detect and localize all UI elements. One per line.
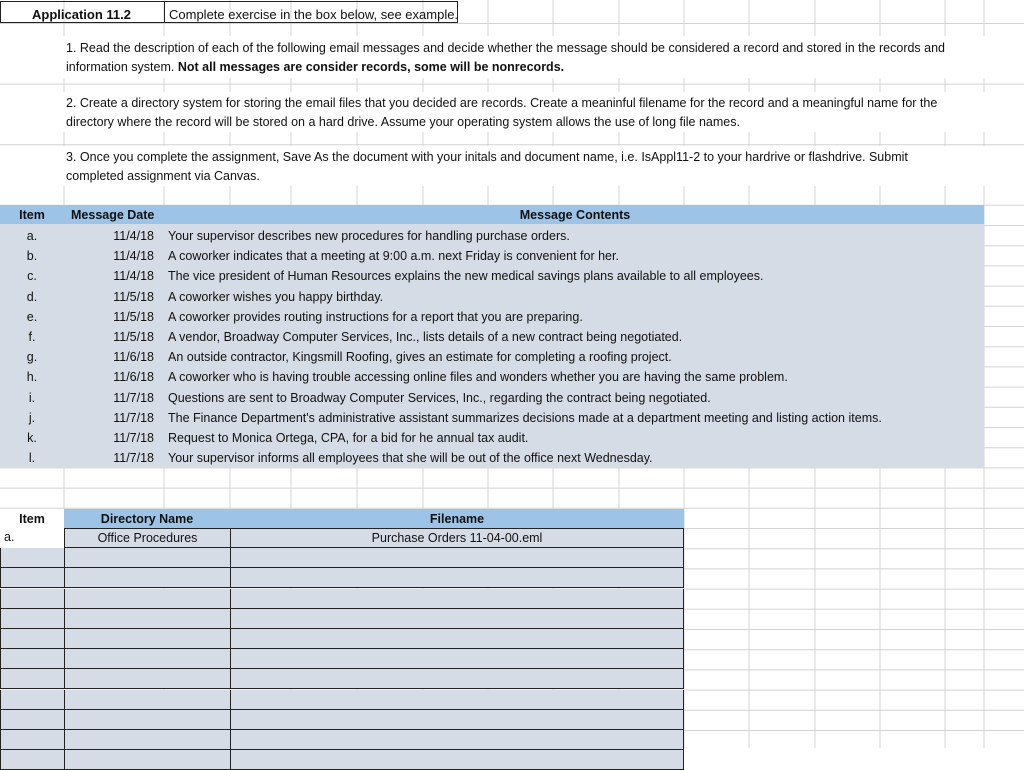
message-item-6: f. — [28, 329, 36, 344]
directory-item-cell[interactable] — [0, 589, 65, 609]
directory-name-cell[interactable] — [64, 568, 231, 588]
message-item-2: b. — [26, 249, 38, 264]
directory-item-cell[interactable] — [0, 609, 65, 629]
message-contents-8: A coworker who is having trouble accessing online files and wonders whether you are having the same problem. — [168, 370, 788, 385]
message-contents-column — [168, 226, 882, 468]
directory-entry-row — [0, 690, 684, 710]
directory-item-cell: a. — [0, 528, 65, 548]
directory-name-cell[interactable] — [64, 750, 231, 770]
step-2-text: 2. Create a directory system for storing the email files that you decided are records. Create a meaninful filename for the record and a meaningful name for the directory where the record will be stored on a hard drive. Assume your operating system allows the use of long file names. — [66, 96, 938, 129]
message-date-1: 11/4/18 — [113, 229, 154, 243]
message-contents-9: Questions are sent to Broadway Computer Services, Inc., regarding the contract being negotiated. — [168, 390, 711, 405]
directory-entry-row — [0, 649, 684, 669]
filename-cell[interactable] — [230, 669, 684, 689]
step-1-bold-text: Not all messages are consider records, some will be nonrecords. — [177, 60, 565, 74]
filename-cell[interactable] — [230, 629, 684, 649]
directory-name-cell[interactable] — [64, 589, 231, 609]
directory-item-cell[interactable] — [0, 730, 65, 750]
message-contents-12: Your supervisor informs all employees that she will be out of the office next Wednesday. — [168, 451, 653, 466]
message-contents-5: A coworker provides routing instructions for a report that you are preparing. — [168, 309, 583, 324]
instruction-step-1 — [0, 36, 1024, 78]
filename-cell[interactable] — [230, 568, 684, 588]
directory-name-cell[interactable] — [64, 548, 231, 568]
message-date-12: 11/7/18 — [113, 451, 154, 466]
message-date-4: 11/5/18 — [113, 289, 154, 304]
directory-item-cell[interactable] — [0, 710, 65, 730]
message-contents-6: A vendor, Broadway Computer Services, Inc., lists details of a new contract being negotiated. — [168, 329, 683, 344]
filename-cell: Purchase Orders 11-04-00.eml — [230, 528, 684, 548]
directory-item-header: Item — [19, 512, 45, 526]
directory-name-cell[interactable] — [64, 710, 231, 730]
message-item-column — [0, 226, 64, 468]
message-item-4: d. — [26, 289, 38, 304]
filename-cell[interactable] — [230, 649, 684, 669]
message-date-10: 11/7/18 — [113, 410, 154, 425]
message-item-7: g. — [26, 350, 38, 365]
message-item-11: k. — [27, 430, 37, 445]
directory-item-cell[interactable] — [0, 750, 65, 770]
message-date-header: Message Date — [71, 208, 155, 222]
message-contents-11: Request to Monica Ortega, CPA, for a bid for he annual tax audit. — [168, 430, 529, 445]
step-3-text: 3. Once you complete the assignment, Save As the document with your initals and document name, i.e. IsAppl11-2 to your hardrive or flashdrive. Submit completed assignment via Canvas. — [66, 150, 908, 183]
message-contents-2: A coworker indicates that a meeting at 9:00 a.m. next Friday is convenient for her. — [168, 249, 619, 264]
filename-cell[interactable] — [230, 730, 684, 750]
directory-entry-row — [0, 629, 684, 649]
title-divider — [164, 1, 165, 23]
message-date-3: 11/4/18 — [113, 269, 154, 284]
message-contents-header: Message Contents — [519, 208, 631, 222]
directory-entry-row — [0, 548, 684, 568]
message-item-5: e. — [26, 309, 38, 324]
instruction-step-3 — [0, 146, 1024, 186]
filename-cell[interactable] — [230, 609, 684, 629]
message-contents-3: The vice president of Human Resources explains the new medical savings plans available to all employees. — [168, 269, 764, 284]
filename-cell[interactable] — [230, 750, 684, 770]
message-contents-4: A coworker wishes you happy birthday. — [168, 289, 384, 304]
directory-entry-row — [0, 750, 684, 770]
directory-entry-row — [0, 669, 684, 689]
directory-name-cell[interactable] — [64, 609, 231, 629]
message-contents-10: The Finance Department's administrative assistant summarizes decisions made at a department meeting and listing action items. — [168, 410, 882, 425]
application-title: Application 11.2 — [32, 7, 131, 22]
filename-cell[interactable] — [230, 548, 684, 568]
directory-example-row — [0, 528, 684, 548]
message-item-8: h. — [26, 370, 38, 385]
directory-entry-row — [0, 730, 684, 750]
directory-entry-row — [0, 710, 684, 730]
message-date-9: 11/7/18 — [113, 390, 154, 405]
instruction-step-2 — [0, 92, 1024, 132]
directory-item-cell[interactable] — [0, 649, 65, 669]
message-date-column — [64, 226, 154, 468]
filename-header: Filename — [429, 512, 485, 526]
directory-entry-row — [0, 568, 684, 588]
filename-cell[interactable] — [230, 710, 684, 730]
directory-name-cell[interactable] — [64, 649, 231, 669]
directory-name-cell: Office Procedures — [64, 528, 231, 548]
directory-name-header: Directory Name — [100, 512, 194, 526]
message-item-12: l. — [28, 451, 36, 466]
filename-cell[interactable] — [230, 690, 684, 710]
message-item-1: a. — [26, 229, 38, 243]
directory-name-cell[interactable] — [64, 730, 231, 750]
directory-item-cell[interactable] — [0, 629, 65, 649]
message-contents-7: An outside contractor, Kingsmill Roofing, gives an estimate for completing a roofing project. — [168, 350, 672, 365]
message-date-11: 11/7/18 — [113, 430, 154, 445]
message-item-9: i. — [28, 390, 36, 405]
directory-name-cell[interactable] — [64, 669, 231, 689]
message-date-7: 11/6/18 — [113, 350, 154, 365]
directory-item-cell[interactable] — [0, 669, 65, 689]
title-instruction: Complete exercise in the box below, see example. — [169, 7, 459, 22]
message-item-10: j. — [28, 410, 36, 425]
message-item-3: c. — [27, 269, 37, 284]
directory-item-cell[interactable] — [0, 548, 65, 568]
message-item-header: Item — [19, 208, 45, 222]
directory-entry-row — [0, 609, 684, 629]
filename-cell[interactable] — [230, 589, 684, 609]
directory-item-cell[interactable] — [0, 690, 65, 710]
directory-entry-row — [0, 589, 684, 609]
message-contents-1: Your supervisor describes new procedures for handling purchase orders. — [168, 229, 570, 243]
directory-name-cell[interactable] — [64, 629, 231, 649]
message-date-5: 11/5/18 — [113, 309, 154, 324]
message-date-6: 11/5/18 — [113, 329, 154, 344]
message-date-2: 11/4/18 — [113, 249, 154, 264]
step-1-text: 1. Read the description of each of the following email messages and decide whether the message should be considered a record and stored in the records and information system. — [66, 41, 946, 74]
message-date-8: 11/6/18 — [113, 370, 154, 385]
directory-item-cell[interactable] — [0, 568, 65, 588]
directory-name-cell[interactable] — [64, 690, 231, 710]
